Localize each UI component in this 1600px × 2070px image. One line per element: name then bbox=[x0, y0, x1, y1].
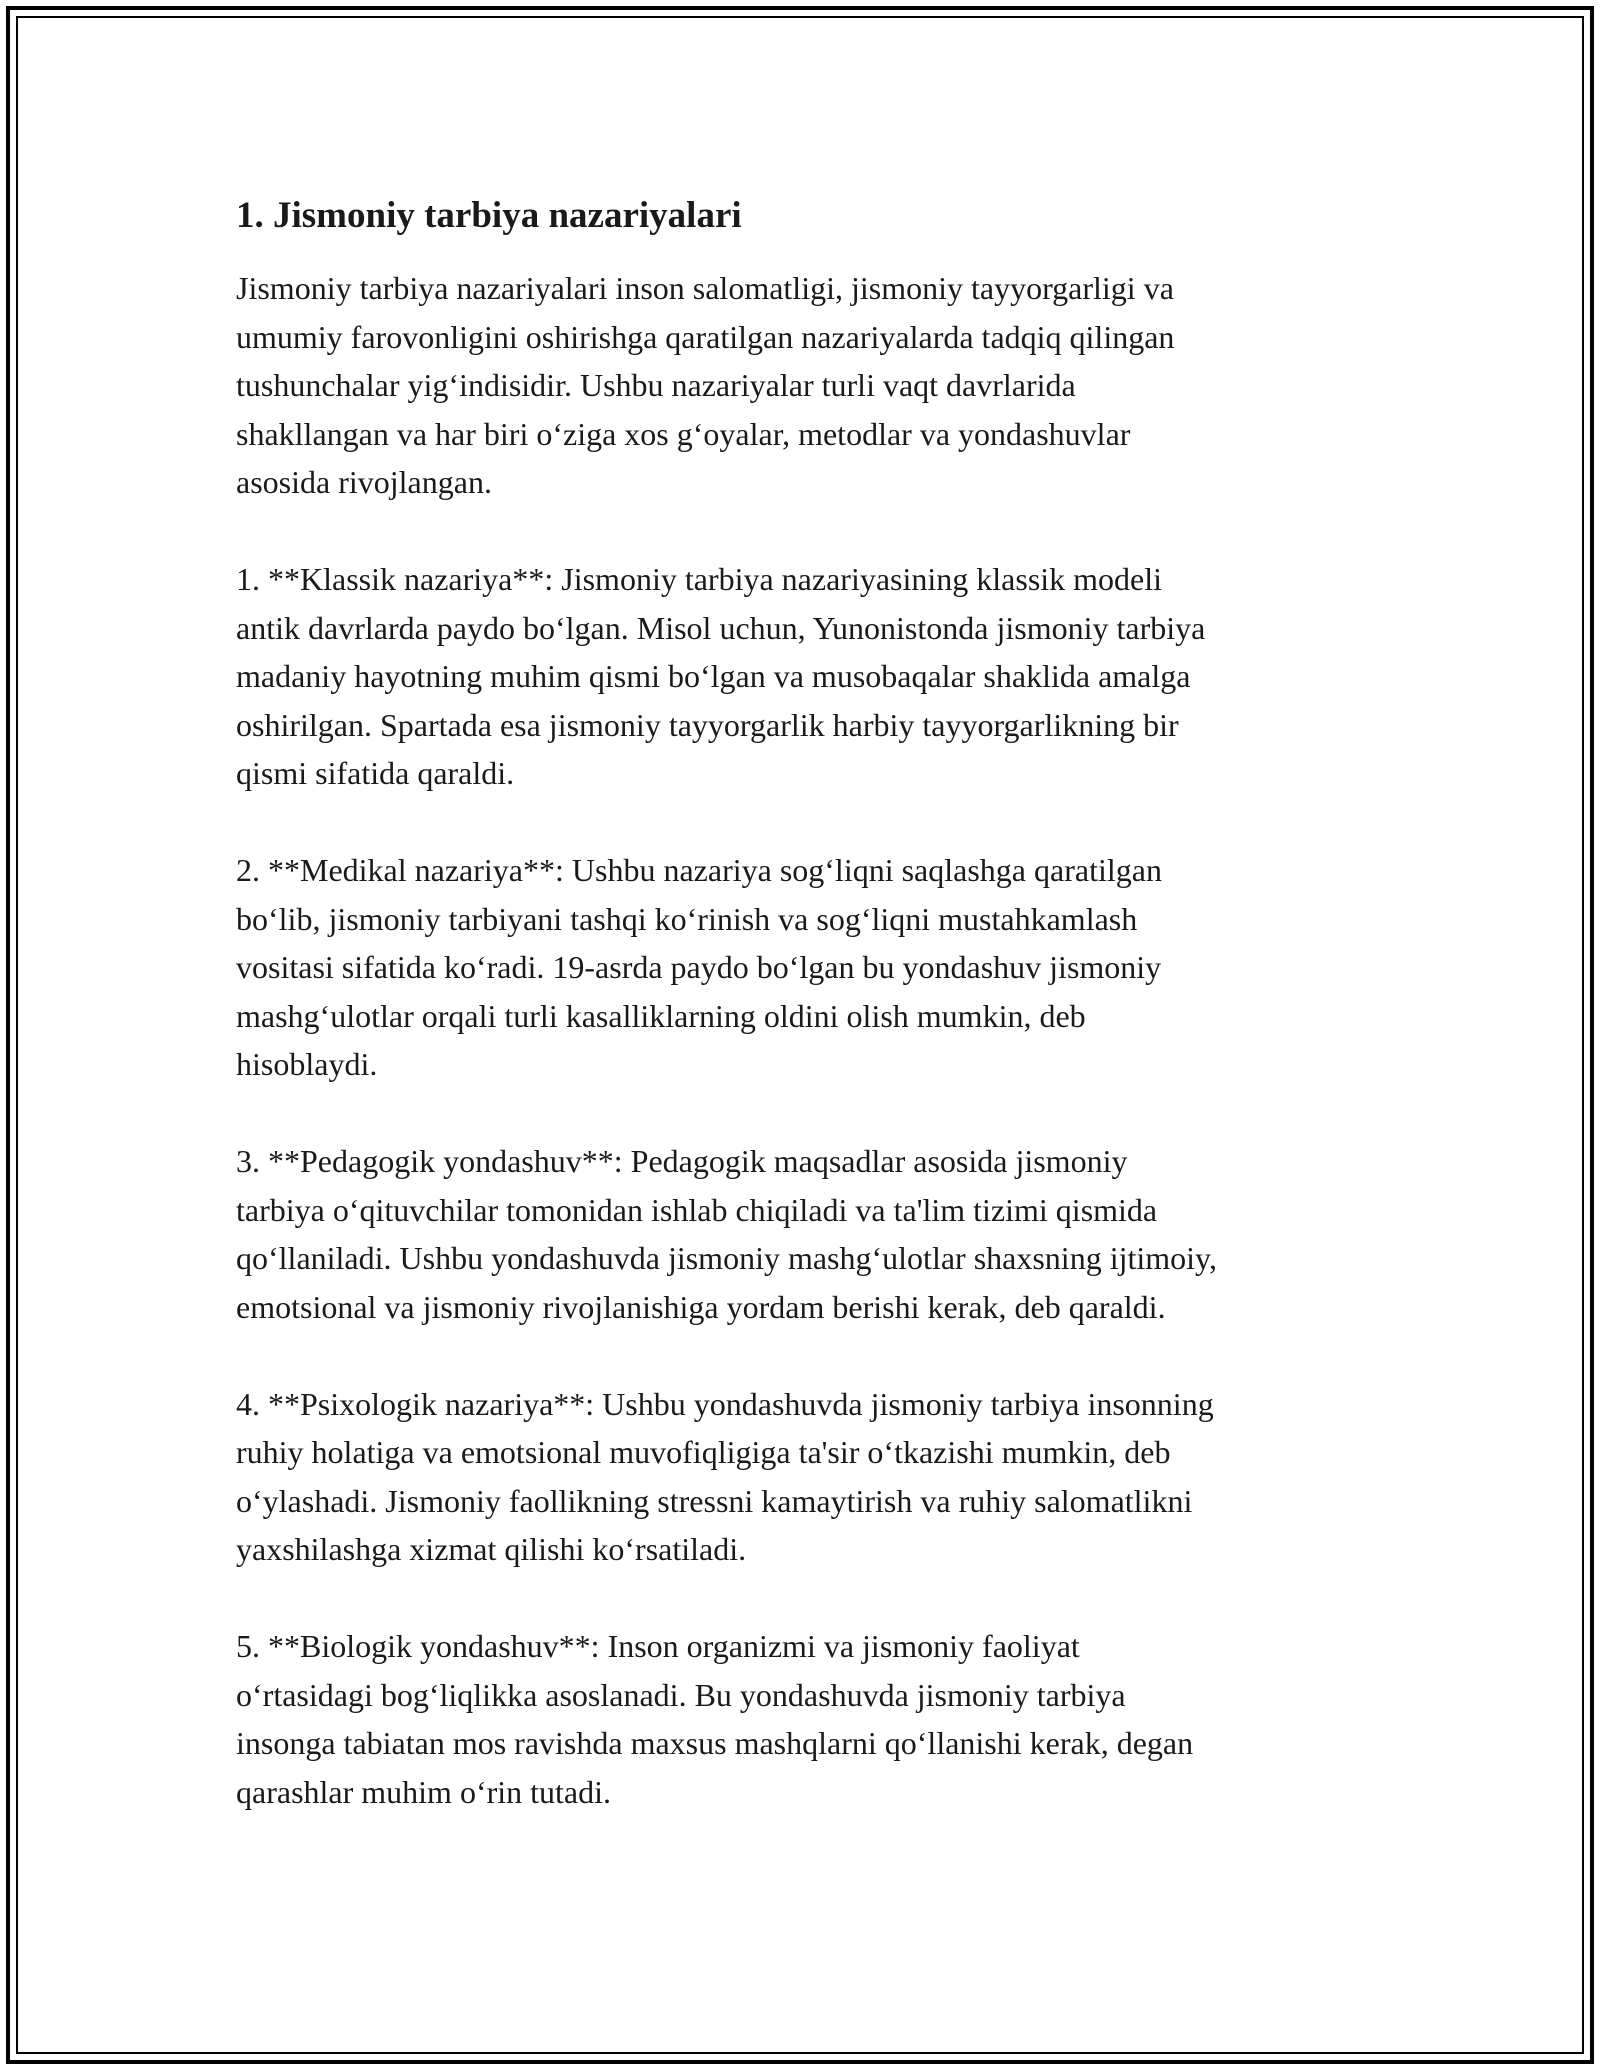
document-body bbox=[236, 186, 1386, 1865]
document-title: 1. Jismoniy tarbiya nazariyalari bbox=[236, 195, 742, 236]
paragraph-classic-theory: 1. **Klassik nazariya**: Jismoniy tarbiya nazariyasining klassik modeli antik davrlarda paydo bo‘lgan. Misol uchun, Yunonistonda jismoniy tarbiya madaniy hayotning muhim qismi bo‘lgan va musobaqalar shaklida amalga oshirilgan. Spartada esa jismoniy tayyorgarlik harbiy tayyorgarlikning bir qismi sifatida qaraldi. bbox=[236, 561, 1206, 791]
paragraph-psychological-theory: 4. **Psixologik nazariya**: Ushbu yondashuvda jismoniy tarbiya insonning ruhiy holatiga va emotsional muvofiqligiga ta'sir o‘tkazishi mumkin, deb o‘ylashadi. Jismoniy faollikning stressni kamaytirish va ruhiy salomatlikni yaxshilashga xizmat qilishi ko‘rsatiladi. bbox=[236, 1385, 1214, 1567]
paragraph-medical-theory: 2. **Medikal nazariya**: Ushbu nazariya sog‘liqni saqlashga qaratilgan bo‘lib, jismoniy tarbiyani tashqi ko‘rinish va sog‘liqni mustahkamlash vositasi sifatida ko‘radi. 19-asrda paydo bo‘lgan bu yondashuv jismoniy mashg‘ulotlar orqali turli kasalliklarning oldini olish mumkin, deb hisoblaydi. bbox=[236, 852, 1162, 1082]
paragraph-biological-approach: 5. **Biologik yondashuv**: Inson organizmi va jismoniy faoliyat o‘rtasidagi bog‘liqlikka asoslanadi. Bu yondashuvda jismoniy tarbiya insonga tabiatan mos ravishda maxsus mashqlarni qo‘llanishi kerak, degan qarashlar muhim o‘rin tutadi. bbox=[236, 1628, 1194, 1810]
intro-paragraph: Jismoniy tarbiya nazariyalari inson salomatligi, jismoniy tayyorgarligi va umumiy farovonligini oshirishga qaratilgan nazariyalarda tadqiq qilingan tushunchalar yig‘indisidir. Ushbu nazariyalar turli vaqt davrlarida shakllangan va har biri o‘ziga xos g‘oyalar, metodlar va yondashuvlar asosida rivojlangan. bbox=[236, 270, 1175, 500]
paragraph-pedagogical-approach: 3. **Pedagogik yondashuv**: Pedagogik maqsadlar asosida jismoniy tarbiya o‘qituvchilar tomonidan ishlab chiqiladi va ta'lim tizimi qismida qo‘llaniladi. Ushbu yondashuvda jismoniy mashg‘ulotlar shaxsning ijtimoiy, emotsional va jismoniy rivojlanishiga yordam berishi kerak, deb qaraldi. bbox=[236, 1143, 1217, 1325]
